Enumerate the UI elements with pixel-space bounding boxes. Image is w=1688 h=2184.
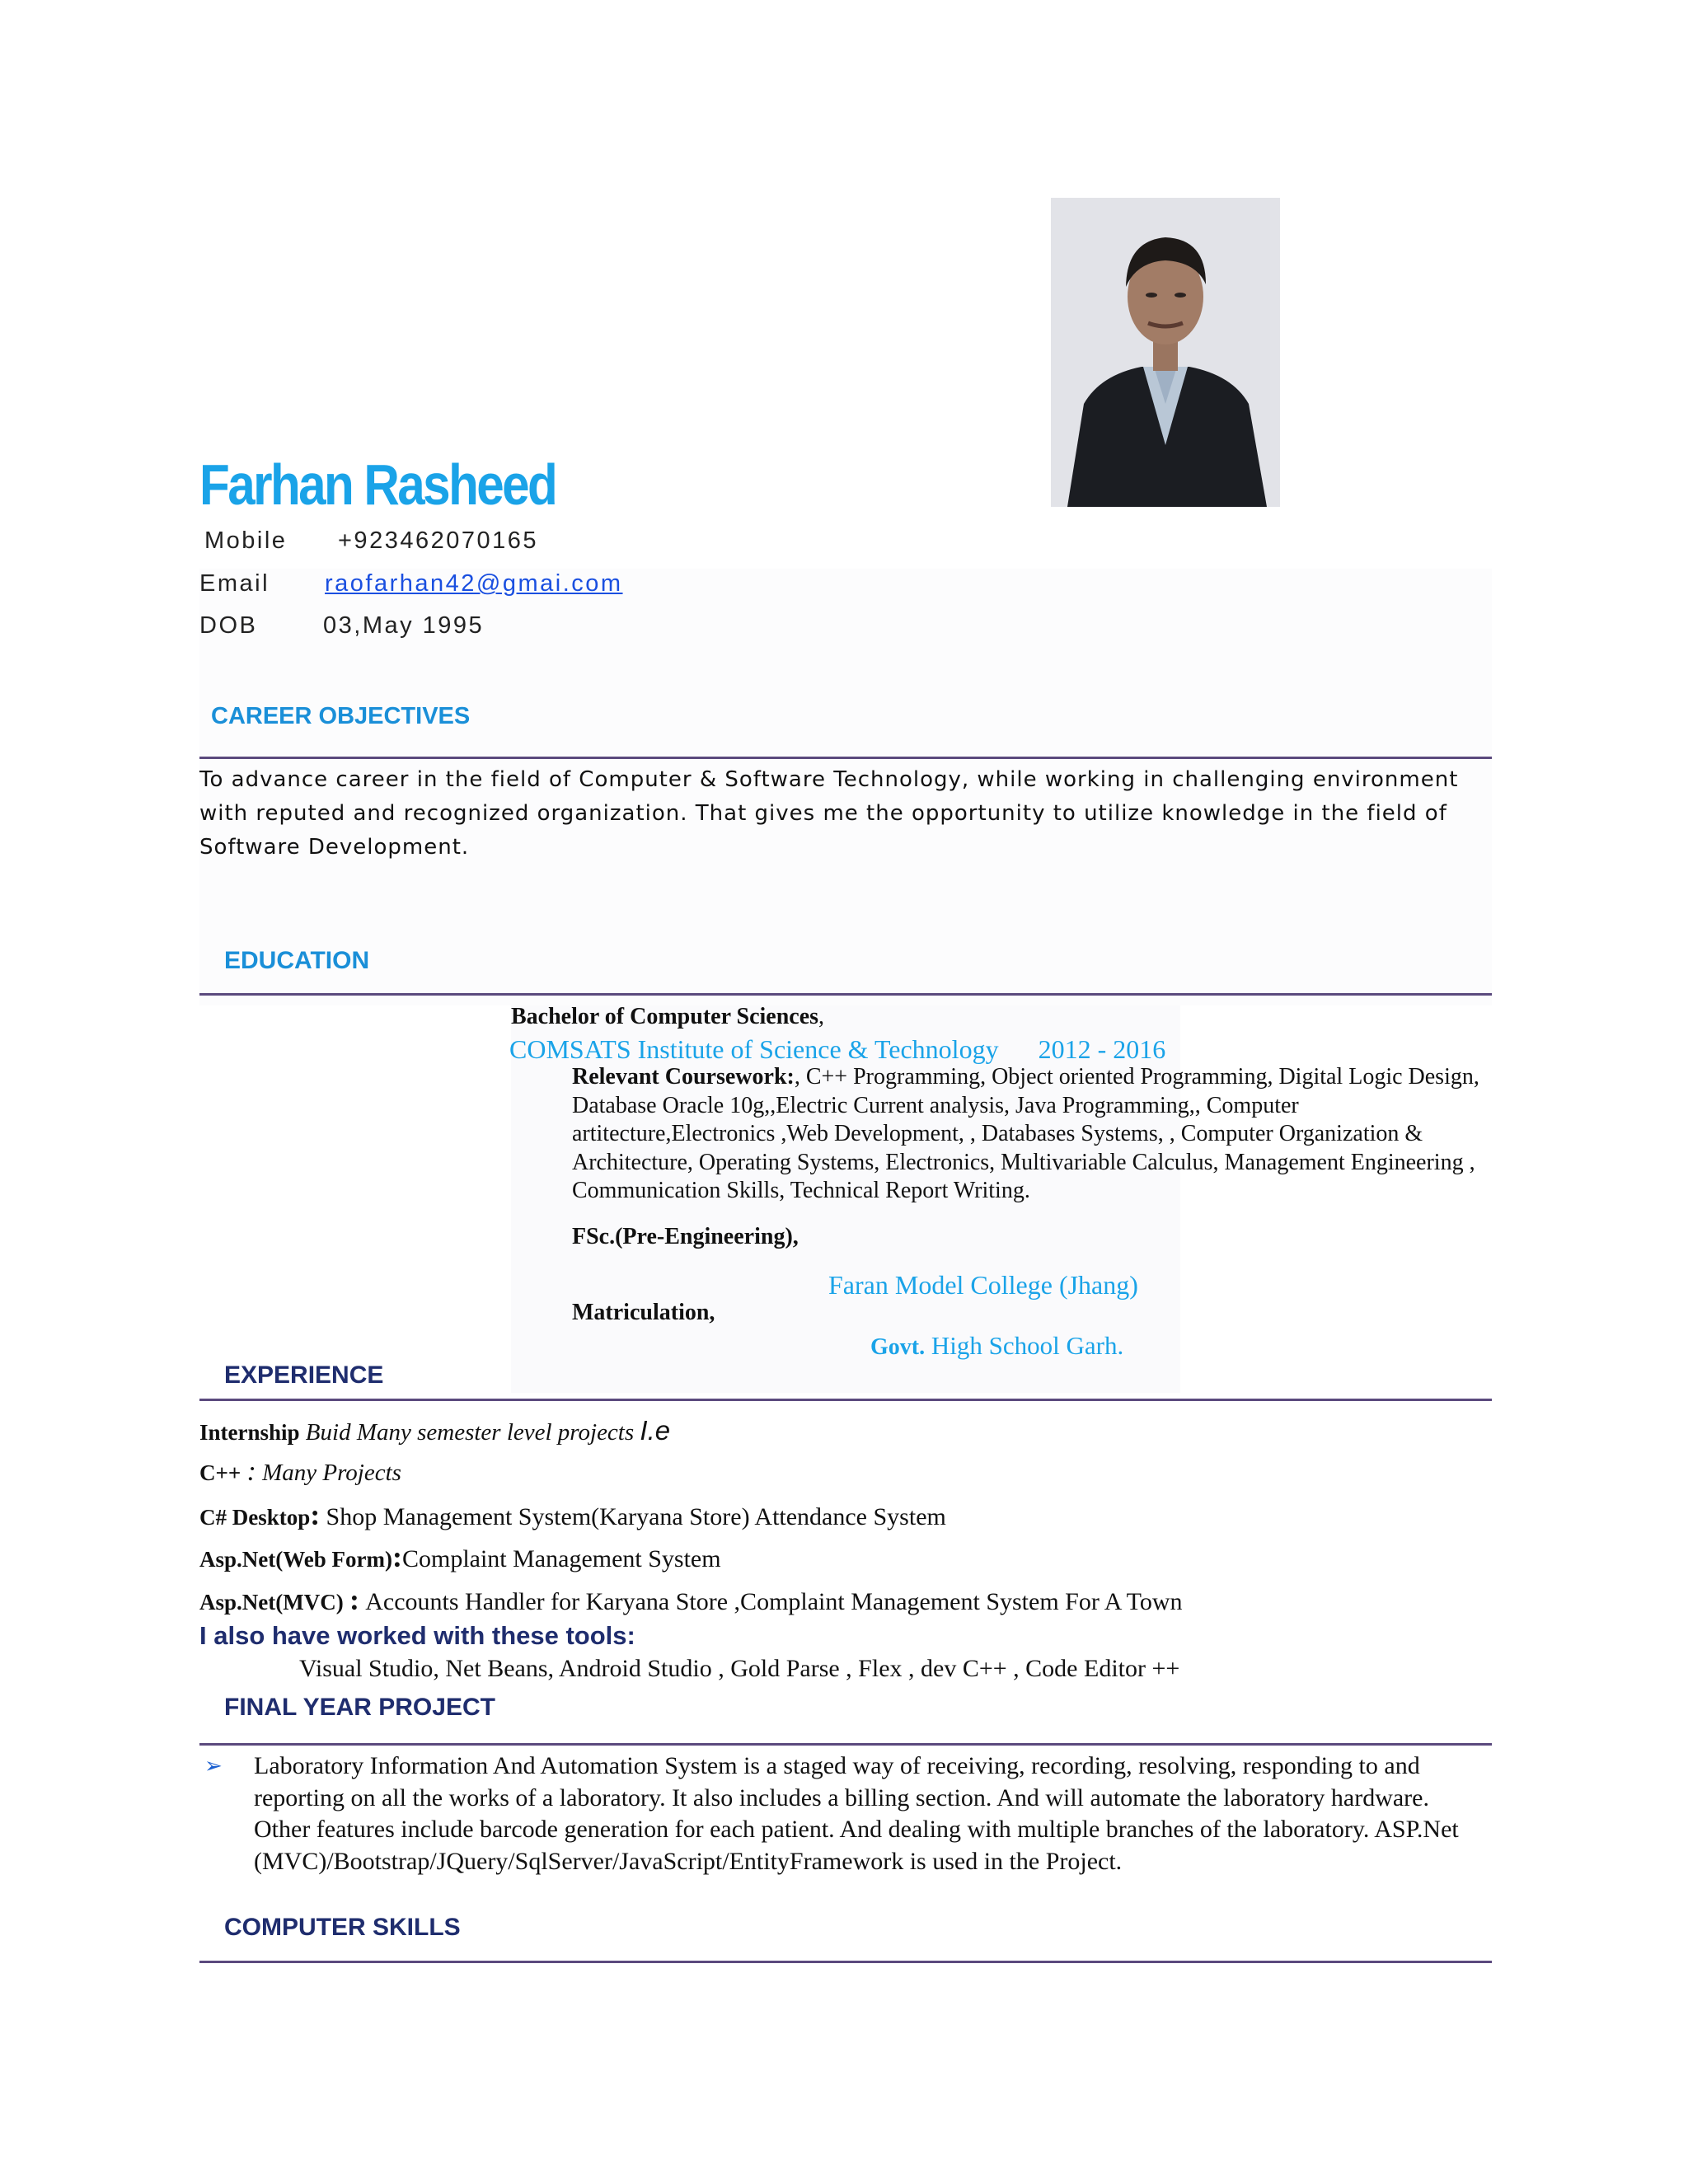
experience-item-cpp bbox=[199, 1456, 401, 1488]
dob-value: 03,May 1995 bbox=[323, 612, 485, 639]
experience-text: Shop Management System(Karyana Store) Attendance System bbox=[326, 1503, 946, 1530]
email-row bbox=[199, 570, 623, 598]
career-objective-text: To advance career in the field of Computer & Software Technology, while working in challenging environment with reputed and recognized organization. That gives me the opportunity to utilize knowledge in the field of Software Development. bbox=[199, 767, 1459, 860]
career-divider bbox=[199, 757, 1492, 759]
college-name: Faran Model College (Jhang) bbox=[828, 1270, 1138, 1300]
experience-item-mvc bbox=[199, 1582, 1183, 1617]
tools-list: Visual Studio, Net Beans, Android Studio , Gold Parse , Flex , dev C++ , Code Editor ++ bbox=[299, 1655, 1180, 1682]
degree-suffix: , bbox=[818, 1004, 825, 1029]
final-year-project-divider bbox=[199, 1743, 1492, 1746]
experience-item-webform bbox=[199, 1540, 721, 1574]
experience-suffix: I.e bbox=[640, 1415, 671, 1446]
degree-title bbox=[511, 1004, 824, 1030]
school-row bbox=[870, 1331, 1123, 1361]
fsc-label: FSc.(Pre-Engineering), bbox=[572, 1224, 799, 1249]
experience-separator: : bbox=[310, 1498, 321, 1531]
final-year-project-description: Laboratory Information And Automation System is a staged way of receiving, recording, resolving, responding to and reporting on all the works of a laboratory. It also includes a billing section. And will automate the laboratory hardware. Other features include barcode generation for each patient. And dealing with multiple branches of the laboratory. ASP.Net (MVC)/Bootstrap/JQuery/SqlServer/JavaScript/EntityFramework is used in the Project. bbox=[254, 1752, 1459, 1875]
email-link[interactable]: raofarhan42@gmai.com bbox=[325, 570, 623, 597]
experience-label: Asp.Net(MVC) bbox=[199, 1590, 344, 1615]
school-name: High School Garh. bbox=[931, 1331, 1124, 1360]
experience-separator: : bbox=[246, 1456, 256, 1487]
experience-text: Accounts Handler for Karyana Store ,Complaint Management System For A Town bbox=[365, 1588, 1183, 1615]
coursework-text: , C++ Programming, Object oriented Programming, Digital Logic Design, Database Oracle 10g,,Electric Current analysis, Java Programming,, Computer artitecture,Electronics ,Web Development, , Databases Systems, , Computer Organization & Architecture, Operating Systems, Electronics, Multivariable Calculus, Management Engineering , Communication Skills, Technical Report Writing. bbox=[572, 1064, 1479, 1203]
dob-label: DOB bbox=[199, 612, 258, 639]
experience-label: C++ bbox=[199, 1460, 241, 1485]
institute-row bbox=[509, 1034, 1165, 1065]
dob-row bbox=[199, 612, 484, 640]
email-label: Email bbox=[199, 570, 270, 597]
experience-text: Many Projects bbox=[262, 1460, 401, 1486]
degree-name: Bachelor of Computer Sciences bbox=[511, 1004, 819, 1029]
experience-separator: : bbox=[349, 1583, 359, 1616]
mobile-label: Mobile bbox=[204, 527, 288, 554]
experience-divider bbox=[199, 1399, 1492, 1401]
experience-text: Complaint Management System bbox=[401, 1545, 721, 1572]
computer-skills-heading: COMPUTER SKILLS bbox=[224, 1914, 461, 1941]
experience-separator: : bbox=[392, 1540, 402, 1573]
coursework-label: Relevant Coursework: bbox=[572, 1064, 795, 1090]
relevant-coursework bbox=[572, 1063, 1495, 1206]
mobile-value: +923462070165 bbox=[338, 527, 538, 554]
institute-years: 2012 - 2016 bbox=[1038, 1034, 1166, 1064]
career-objectives-heading: CAREER OBJECTIVES bbox=[211, 703, 471, 729]
experience-text: Buid Many semester level projects bbox=[305, 1419, 635, 1446]
profile-photo bbox=[1051, 198, 1280, 507]
experience-item-internship bbox=[199, 1415, 670, 1446]
experience-label: C# Desktop bbox=[199, 1505, 311, 1530]
tools-heading: I also have worked with these tools: bbox=[199, 1621, 635, 1650]
education-heading: EDUCATION bbox=[224, 947, 370, 974]
experience-label: Asp.Net(Web Form) bbox=[199, 1547, 392, 1572]
matriculation-label: Matriculation, bbox=[572, 1300, 715, 1325]
final-year-project-heading: FINAL YEAR PROJECT bbox=[224, 1694, 495, 1721]
institute-name: COMSATS Institute of Science & Technology bbox=[509, 1034, 999, 1064]
candidate-name: Farhan Rasheed bbox=[199, 452, 556, 517]
experience-item-csharp bbox=[199, 1497, 946, 1532]
education-divider bbox=[199, 993, 1492, 996]
experience-heading: EXPERIENCE bbox=[224, 1361, 384, 1389]
bullet-icon: ➢ bbox=[204, 1754, 223, 1779]
mobile-row bbox=[204, 527, 538, 555]
experience-label: Internship bbox=[199, 1420, 300, 1445]
computer-skills-divider bbox=[199, 1961, 1492, 1963]
school-prefix: Govt. bbox=[870, 1334, 926, 1360]
